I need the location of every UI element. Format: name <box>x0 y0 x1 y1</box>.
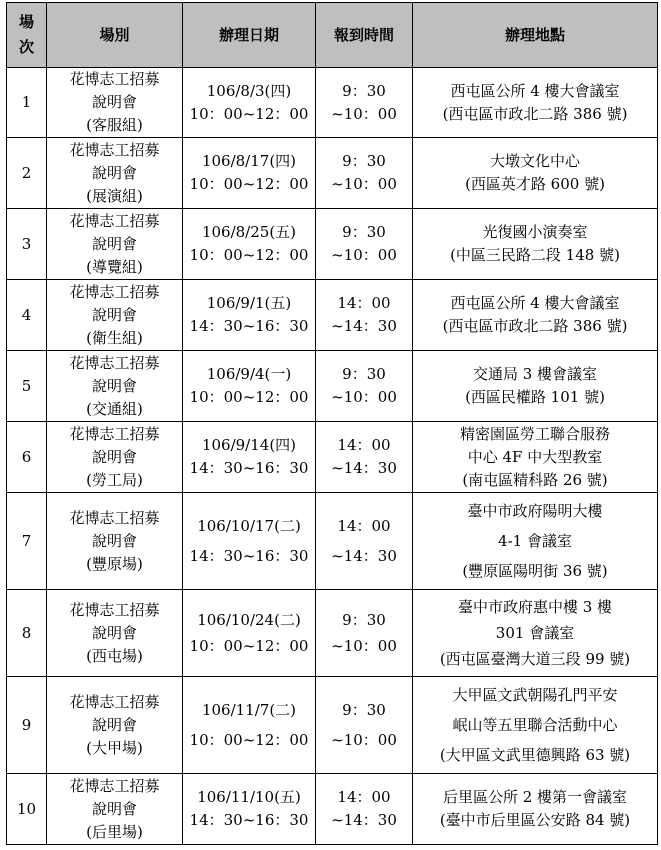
event-line: 說明會 <box>91 531 137 550</box>
date-line: 10：00~12：00 <box>189 388 309 406</box>
date-line: 106/10/24(二) <box>197 611 301 629</box>
venue-line: (西屯區臺灣大道三段 99 號) <box>439 650 631 668</box>
date-line: 14：30~16：30 <box>189 811 309 829</box>
checkin-line: ~10：00 <box>331 637 397 655</box>
checkin-line: 14：00 <box>337 436 391 454</box>
venue-line: 臺中市政府惠中樓 3 樓 <box>457 598 613 616</box>
venue-cell <box>413 590 658 677</box>
checkin-line: ~14：30 <box>331 547 397 565</box>
header-row <box>7 3 658 68</box>
checkin-cell <box>316 774 413 845</box>
event-line: 說明會 <box>91 376 137 395</box>
date-line: 10：00~12：00 <box>189 731 309 749</box>
checkin-cell <box>316 351 413 422</box>
venue-cell <box>413 422 658 493</box>
venue-line: 西屯區公所 4 樓大會議室 <box>450 81 620 100</box>
venue-line: (西區民權路 101 號) <box>465 388 605 406</box>
session-no-cell: 5 <box>7 351 47 422</box>
table-row <box>7 280 658 351</box>
checkin-cell <box>316 280 413 351</box>
event-cell <box>47 493 183 590</box>
venue-line: 中心 4F 中大型教室 <box>467 447 603 466</box>
venue-line: (南屯區精科路 26 號) <box>462 470 608 489</box>
date-line: 106/10/17(二) <box>197 517 301 535</box>
event-cell <box>47 280 183 351</box>
checkin-line: 14：00 <box>337 294 391 312</box>
date-line: 106/11/10(五) <box>197 788 301 806</box>
session-no-cell: 3 <box>7 209 47 280</box>
date-line: 106/11/7(二) <box>201 701 297 719</box>
checkin-line: 9：30 <box>342 365 386 383</box>
checkin-line: ~14：30 <box>331 459 397 477</box>
table-row <box>7 138 658 209</box>
session-no-cell: 1 <box>7 68 47 138</box>
table-header <box>7 3 658 68</box>
event-line: 說明會 <box>91 715 137 734</box>
checkin-line: 9：30 <box>342 611 386 629</box>
header-event: 場別 <box>47 3 183 68</box>
checkin-line: ~10：00 <box>331 104 397 123</box>
venue-line: 大甲區文武朝陽孔門平安 <box>452 686 618 704</box>
venue-cell <box>413 351 658 422</box>
date-cell <box>183 677 316 774</box>
event-line: 花博志工招募 <box>69 70 160 88</box>
event-line: (后里場) <box>86 822 143 841</box>
date-line: 10：00~12：00 <box>189 246 309 264</box>
schedule-table <box>6 2 658 845</box>
event-line: (西屯場) <box>86 646 143 665</box>
venue-cell <box>413 280 658 351</box>
venue-cell <box>413 774 658 845</box>
event-cell <box>47 68 183 138</box>
venue-line: 4-1 會議室 <box>498 532 572 550</box>
venue-line: (大甲區文武里德興路 63 號) <box>439 746 631 764</box>
table-row <box>7 351 658 422</box>
event-line: 說明會 <box>91 799 137 818</box>
table-row <box>7 774 658 845</box>
date-line: 106/8/17(四) <box>201 152 297 170</box>
event-line: 說明會 <box>91 623 137 642</box>
event-line: (勞工局) <box>86 470 143 489</box>
event-line: (大甲場) <box>86 738 143 757</box>
table-row <box>7 493 658 590</box>
session-no-cell: 6 <box>7 422 47 493</box>
date-line: 106/8/25(五) <box>201 223 297 241</box>
venue-cell <box>413 68 658 138</box>
session-no-cell: 2 <box>7 138 47 209</box>
event-line: 花博志工招募 <box>69 424 160 443</box>
venue-line: (西區英才路 600 號) <box>465 175 605 193</box>
venue-line: 大墩文化中心 <box>489 152 580 170</box>
session-no-cell: 4 <box>7 280 47 351</box>
checkin-line: 9：30 <box>342 701 386 719</box>
session-no-cell: 10 <box>7 774 47 845</box>
header-session-no <box>7 3 47 68</box>
checkin-line: 14：00 <box>337 788 391 806</box>
checkin-line: ~10：00 <box>331 731 397 749</box>
date-cell <box>183 590 316 677</box>
date-cell <box>183 209 316 280</box>
event-line: 花博志工招募 <box>69 353 160 372</box>
checkin-line: ~14：30 <box>331 811 397 829</box>
checkin-cell <box>316 493 413 590</box>
session-no-cell: 9 <box>7 677 47 774</box>
event-line: 花博志工招募 <box>69 140 160 159</box>
date-line: 14：30~16：30 <box>189 317 309 335</box>
event-line: (導覽組) <box>86 257 143 276</box>
date-line: 10：00~12：00 <box>189 104 309 123</box>
event-line: (衛生組) <box>86 328 143 347</box>
date-cell <box>183 774 316 845</box>
event-line: (豐原場) <box>86 554 143 573</box>
venue-cell <box>413 677 658 774</box>
event-line: 說明會 <box>91 93 137 111</box>
checkin-cell <box>316 209 413 280</box>
date-cell <box>183 138 316 209</box>
venue-line: 西屯區公所 4 樓大會議室 <box>450 294 620 312</box>
event-line: (展演組) <box>86 186 143 205</box>
date-cell <box>183 351 316 422</box>
venue-line: (西屯區市政北二路 386 號) <box>442 317 628 335</box>
venue-line: (豐原區陽明街 36 號) <box>462 562 608 580</box>
venue-line: (臺中市后里區公安路 84 號) <box>439 811 631 829</box>
venue-line: 光復國小演奏室 <box>482 223 588 241</box>
date-line: 10：00~12：00 <box>189 637 309 655</box>
date-line: 14：30~16：30 <box>189 459 309 477</box>
table-row <box>7 68 658 138</box>
event-line: 說明會 <box>91 447 137 466</box>
venue-cell <box>413 138 658 209</box>
event-line: (客服組) <box>86 116 143 134</box>
checkin-line: 14：00 <box>337 517 391 535</box>
checkin-line: ~10：00 <box>331 175 397 193</box>
checkin-cell <box>316 590 413 677</box>
event-line: 說明會 <box>91 163 137 182</box>
checkin-cell <box>316 138 413 209</box>
header-checkin: 報到時間 <box>316 3 413 68</box>
event-line: 花博志工招募 <box>69 508 160 527</box>
event-line: (交通組) <box>86 399 143 418</box>
venue-line: 岷山等五里聯合活動中心 <box>452 716 618 734</box>
session-no-cell: 7 <box>7 493 47 590</box>
checkin-cell <box>316 68 413 138</box>
event-line: 花博志工招募 <box>69 776 160 795</box>
event-cell <box>47 138 183 209</box>
date-line: 106/8/3(四) <box>206 81 292 100</box>
header-date: 辦理日期 <box>183 3 316 68</box>
venue-cell <box>413 493 658 590</box>
event-cell <box>47 209 183 280</box>
venue-line: 臺中市政府陽明大樓 <box>467 502 603 520</box>
venue-line: (西屯區市政北二路 386 號) <box>442 104 628 123</box>
event-cell <box>47 422 183 493</box>
venue-line: 后里區公所 2 樓第一會議室 <box>442 788 628 806</box>
checkin-line: 9：30 <box>342 223 386 241</box>
date-cell <box>183 493 316 590</box>
venue-line: 301 會議室 <box>495 624 575 642</box>
table-body <box>7 68 658 845</box>
checkin-line: 9：30 <box>342 81 386 100</box>
table-row <box>7 209 658 280</box>
date-line: 106/9/4(一) <box>206 365 292 383</box>
event-cell <box>47 774 183 845</box>
venue-cell <box>413 209 658 280</box>
date-line: 10：00~12：00 <box>189 175 309 193</box>
date-cell <box>183 68 316 138</box>
venue-line: 交通局 3 樓會議室 <box>472 365 598 383</box>
event-line: 花博志工招募 <box>69 282 160 301</box>
checkin-line: ~10：00 <box>331 246 397 264</box>
event-cell <box>47 677 183 774</box>
venue-line: 精密園區勞工聯合服務 <box>459 424 610 443</box>
venue-line: (中區三民路二段 148 號) <box>450 246 620 264</box>
header-venue: 辦理地點 <box>413 3 658 68</box>
checkin-line: ~10：00 <box>331 388 397 406</box>
event-cell <box>47 590 183 677</box>
date-cell <box>183 422 316 493</box>
table-row <box>7 590 658 677</box>
checkin-cell <box>316 677 413 774</box>
event-line: 說明會 <box>91 305 137 324</box>
date-cell <box>183 280 316 351</box>
date-line: 14：30~16：30 <box>189 547 309 565</box>
date-line: 106/9/1(五) <box>206 294 292 312</box>
event-line: 花博志工招募 <box>69 600 160 619</box>
checkin-line: 9：30 <box>342 152 386 170</box>
session-no-cell: 8 <box>7 590 47 677</box>
event-cell <box>47 351 183 422</box>
event-line: 花博志工招募 <box>69 211 160 230</box>
header-session-no-line: 場 <box>18 13 34 31</box>
checkin-line: ~14：30 <box>331 317 397 335</box>
event-line: 說明會 <box>91 234 137 253</box>
event-line: 花博志工招募 <box>69 692 160 711</box>
date-line: 106/9/14(四) <box>201 436 297 454</box>
table-row <box>7 422 658 493</box>
table-row <box>7 677 658 774</box>
checkin-cell <box>316 422 413 493</box>
header-session-no-line: 次 <box>18 38 34 56</box>
